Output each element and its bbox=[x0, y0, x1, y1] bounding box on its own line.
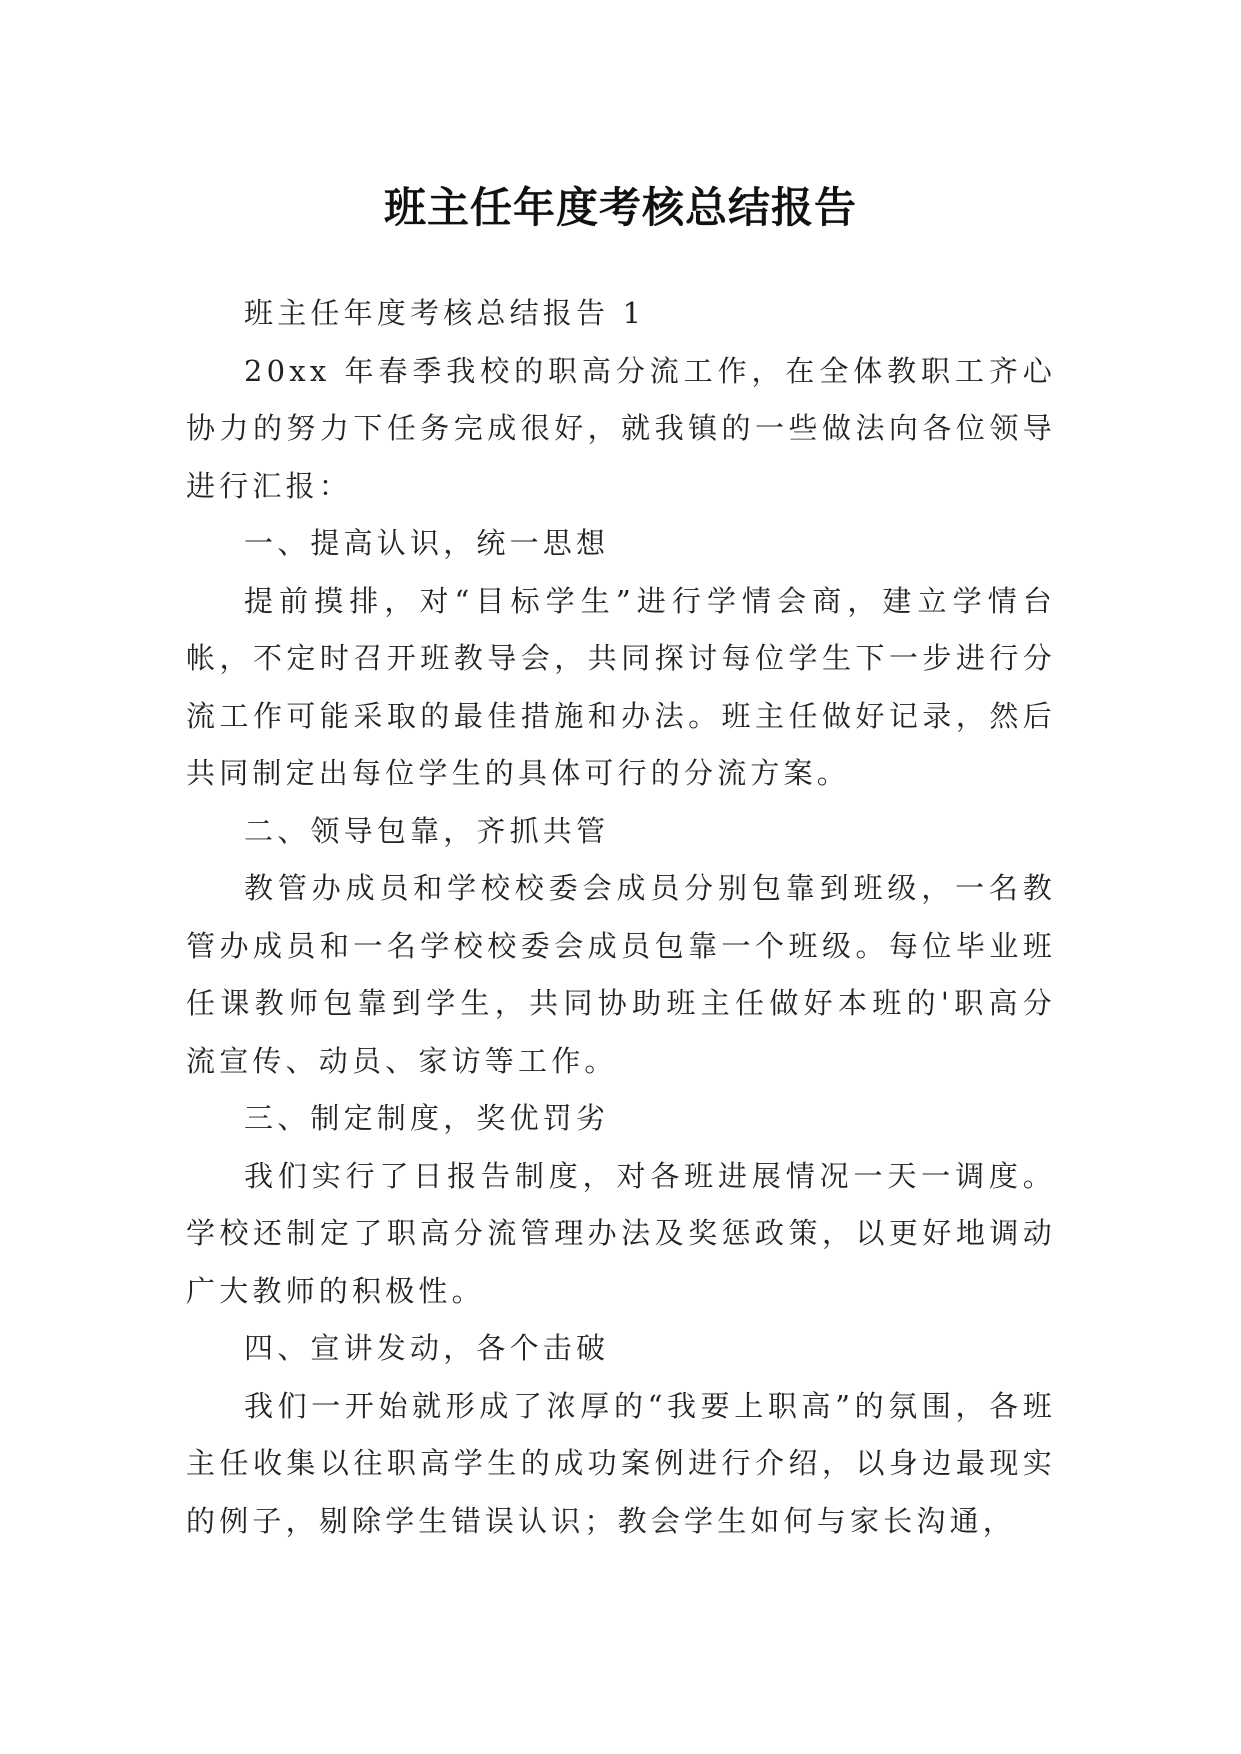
report-heading: 班主任年度考核总结报告 1 bbox=[244, 296, 646, 330]
body-paragraph: 教管办成员和学校校委会成员分别包靠到班级，一名教管办成员和一名学校校委会成员包靠一个班级。每位毕业班任课教师包靠到学生，共同协助班主任做好本班的'职高分流宣传、动员、家访等工作。 bbox=[186, 871, 1056, 1078]
section-heading: 二、领导包靠，齐抓共管 bbox=[244, 813, 610, 848]
section-heading: 一、提高认识，统一思想 bbox=[244, 526, 610, 560]
document-title: 班主任年度考核总结报告 bbox=[383, 183, 857, 233]
body-paragraph: 我们实行了日报告制度，对各班进展情况一天一调度。学校还制定了职高分流管理办法及奖惩政策，以更好地调动广大教师的积极性。 bbox=[186, 1158, 1056, 1308]
section-heading: 三、制定制度，奖优罚劣 bbox=[244, 1101, 610, 1135]
body-paragraph: 提前摸排，对“目标学生”进行学情会商，建立学情台帐，不定时召开班教导会，共同探讨每位学生下一步进行分流工作可能采取的最佳措施和办法。班主任做好记录，然后共同制定出每位学生的具体可行的分流方案。 bbox=[186, 583, 1056, 790]
document-body bbox=[186, 285, 1056, 1550]
body-paragraph: 20xx 年春季我校的职高分流工作，在全体教职工齐心协力的努力下任务完成很好，就我镇的一些做法向各位领导进行汇报： bbox=[186, 353, 1056, 503]
section-heading: 四、宣讲发动，各个击破 bbox=[244, 1331, 610, 1365]
body-paragraph: 我们一开始就形成了浓厚的“我要上职高”的氛围，各班主任收集以往职高学生的成功案例进行介绍，以身边最现实的例子，剔除学生错误认识；教会学生如何与家长沟通， bbox=[186, 1388, 1056, 1538]
